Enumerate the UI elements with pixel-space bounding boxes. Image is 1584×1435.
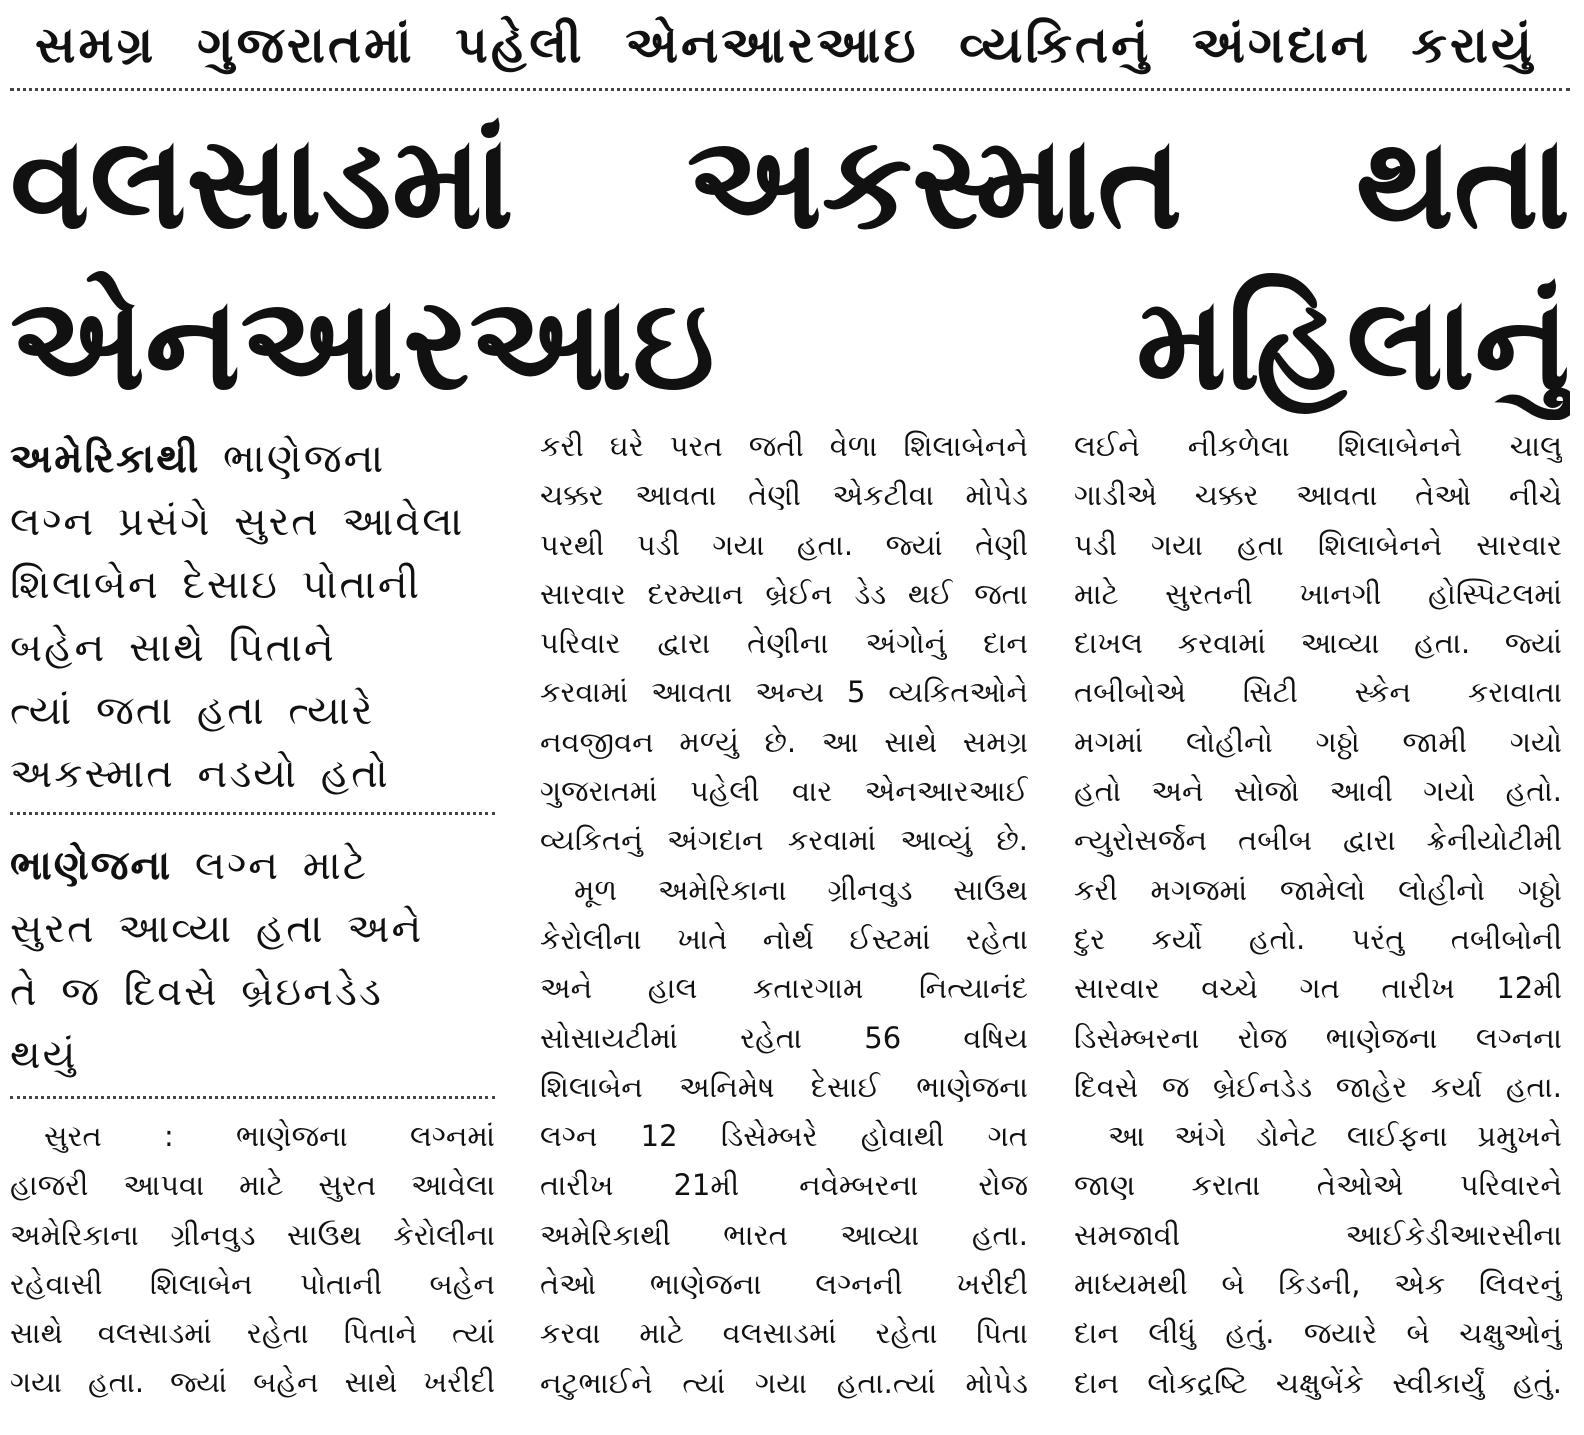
body-line: હાજરી આપવા માટે સુરત આવેલા — [10, 1168, 495, 1203]
highlight-block-2 — [10, 835, 495, 1087]
body-line: કરવામાં આવતા અન્ય 5 વ્યકિતઓને — [540, 675, 1028, 710]
body-line: માટે સુરતની ખાનગી હોસ્પિટલમાં — [1074, 576, 1562, 611]
body-line: તેઓ ભાણેજના લગ્નની ખરીદી — [540, 1267, 1028, 1302]
headline-line-1: વલસાડમાં અકસ્માત થતા — [10, 109, 1570, 258]
dotted-divider — [10, 812, 495, 815]
body-line: ગાડીએ ચક્કર આવતા તેઓ નીચે — [1074, 478, 1562, 513]
kicker-headline: સમગ્ર ગુજરાતમાં પહેલી એનઆરઆઇ વ્યકિતનું અંગદાન કરાયું — [35, 16, 1535, 74]
body-line: અમેરિકાથી ભારત આવ્યા હતા. — [540, 1217, 1028, 1252]
body-line: કરવા માટે વલસાડમાં રહેતા પિતા — [540, 1316, 1028, 1351]
highlight-line: શિલાબેન દેસાઇ પોતાની — [10, 562, 422, 608]
body-line: સારવાર વચ્ચે ગત તારીખ 12મી — [1074, 971, 1562, 1006]
body-line: દિવસે જ બ્રેઈનડેડ જાહેર કર્યા હતા. — [1074, 1069, 1562, 1104]
highlight-lead: અમેરિકાથી — [10, 436, 201, 482]
highlight-line: લગ્ન પ્રસંગે સુરત આવેલા — [10, 499, 465, 545]
article-column-1 — [10, 1112, 495, 1408]
body-line: ગુજરાતમાં પહેલી વાર એનઆરઆઈ — [540, 774, 1028, 809]
article-column-2 — [540, 422, 1028, 1408]
body-line: નટુભાઈને ત્યાં ગયા હતા.ત્યાં મોપેડ — [540, 1365, 1028, 1400]
body-line: દુર કર્યો હતો. પરંતુ તબીબોની — [1074, 921, 1562, 956]
body-line: દાન લોકદ્રષ્ટિ ચક્ષુબેંકે સ્વીકાર્યું હતું. — [1074, 1365, 1562, 1400]
body-line: સુરત : ભાણેજના લગ્નમાં — [44, 1119, 495, 1153]
body-line: મૂળ અમેરિકાના ગ્રીનવુડ સાઉથ — [574, 872, 1028, 907]
body-line: તબીબોએ સિટી સ્કેન કરાવાતા — [1074, 675, 1562, 710]
body-line: ગયા હતા. જ્યાં બહેન સાથે ખરીદી — [10, 1365, 495, 1400]
body-line: વ્યકિતનું અંગદાન કરવામાં આવ્યું છે. — [540, 823, 1028, 858]
body-line: કરી મગજમાં જામેલો લોહીનો ગઠ્ઠો — [1074, 872, 1562, 907]
body-line: ચક્કર આવતા તેણી એકટીવા મોપેડ — [540, 478, 1028, 513]
body-line: લઈને નીકળેલા શિલાબેનને ચાલુ — [1074, 429, 1562, 463]
highlight-lead-rest: લગ્ન માટે — [194, 843, 369, 889]
headline-line-2: એનઆરઆઇ મહિલાનું — [10, 270, 1570, 419]
body-line: મગમાં લોહીનો ગઠ્ઠો જામી ગયો — [1074, 724, 1562, 759]
body-line: શિલાબેન અનિમેષ દેસાઈ ભાણેજના — [540, 1069, 1028, 1104]
body-line: સારવાર દરમ્યાન બ્રેઈન ડેડ થઈ જતા — [540, 576, 1028, 611]
body-line: સોસાયટીમાં રહેતા 56 વષિય — [540, 1020, 1028, 1055]
body-line: ડિસેમ્બરના રોજ ભાણેજના લગ્નના — [1074, 1020, 1562, 1055]
highlight-line — [10, 835, 495, 898]
highlight-line: અકસ્માત નડયો હતો — [10, 751, 390, 797]
highlight-lead-rest: ભાણેજના — [223, 436, 386, 482]
body-line: દાન લીધું હતું. જયારે બે ચક્ષુઓનું — [1074, 1316, 1562, 1351]
body-line: રહેવાસી શિલાબેન પોતાની બહેન — [10, 1266, 495, 1301]
body-line: અને હાલ કતારગામ નિત્યાનંદ — [540, 971, 1028, 1006]
highlight-line: બહેન સાથે પિતાને — [10, 625, 336, 671]
body-line: સમજાવી આઈકેડીઆરસીના — [1074, 1217, 1562, 1252]
body-line: આ અંગે ડોનેટ લાઈફના પ્રમુખને — [1108, 1119, 1562, 1154]
body-line: લગ્ન 12 ડિસેમ્બરે હોવાથી ગત — [540, 1119, 1028, 1154]
body-line: ન્યુરોસર્જન તબીબ દ્વારા ક્રેનીયોટીમી — [1074, 823, 1562, 858]
body-line: તારીખ 21મી નવેમ્બરના રોજ — [540, 1168, 1028, 1203]
body-line: સાથે વલસાડમાં રહેતા પિતાને ત્યાં — [10, 1316, 495, 1351]
highlight-block-1 — [10, 428, 495, 806]
dotted-divider — [10, 88, 1570, 91]
dotted-divider — [10, 1096, 495, 1099]
highlight-lead: ભાણેજના — [10, 843, 173, 889]
article-column-3 — [1074, 422, 1562, 1408]
highlight-line: તે જ દિવસે બ્રેઇનડેડ — [10, 969, 383, 1015]
highlight-line: થયું — [10, 1032, 78, 1078]
body-line: પરિવાર દ્વારા તેણીના અંગોનું દાન — [540, 626, 1028, 661]
body-line: હતો અને સોજો આવી ગયો હતો. — [1074, 774, 1562, 809]
highlight-line — [10, 428, 495, 491]
body-line: દાખલ કરવામાં આવ્યા હતા. જ્યાં — [1074, 626, 1562, 661]
body-line: કેરોલીના ખાતે નોર્થ ઈસ્ટમાં રહેતા — [540, 921, 1028, 956]
body-line: માધ્યમથી બે કિડની, એક લિવરનું — [1074, 1267, 1562, 1302]
highlight-line: ત્યાં જતા હતા ત્યારે — [10, 688, 375, 734]
body-line: પડી ગયા હતા શિલાબેનને સારવાર — [1074, 527, 1562, 562]
body-line: કરી ઘરે પરત જતી વેળા શિલાબેનને — [540, 429, 1028, 463]
body-line: જાણ કરાતા તેઓએ પરિવારને — [1074, 1168, 1562, 1203]
body-line: અમેરિકાના ગ્રીનવુડ સાઉથ કેરોલીના — [10, 1217, 495, 1252]
body-line: નવજીવન મળ્યું છે. આ સાથે સમગ્ર — [540, 724, 1028, 759]
body-line: પરથી પડી ગયા હતા. જ્યાં તેણી — [540, 527, 1028, 562]
highlight-line: સુરત આવ્યા હતા અને — [10, 906, 424, 952]
